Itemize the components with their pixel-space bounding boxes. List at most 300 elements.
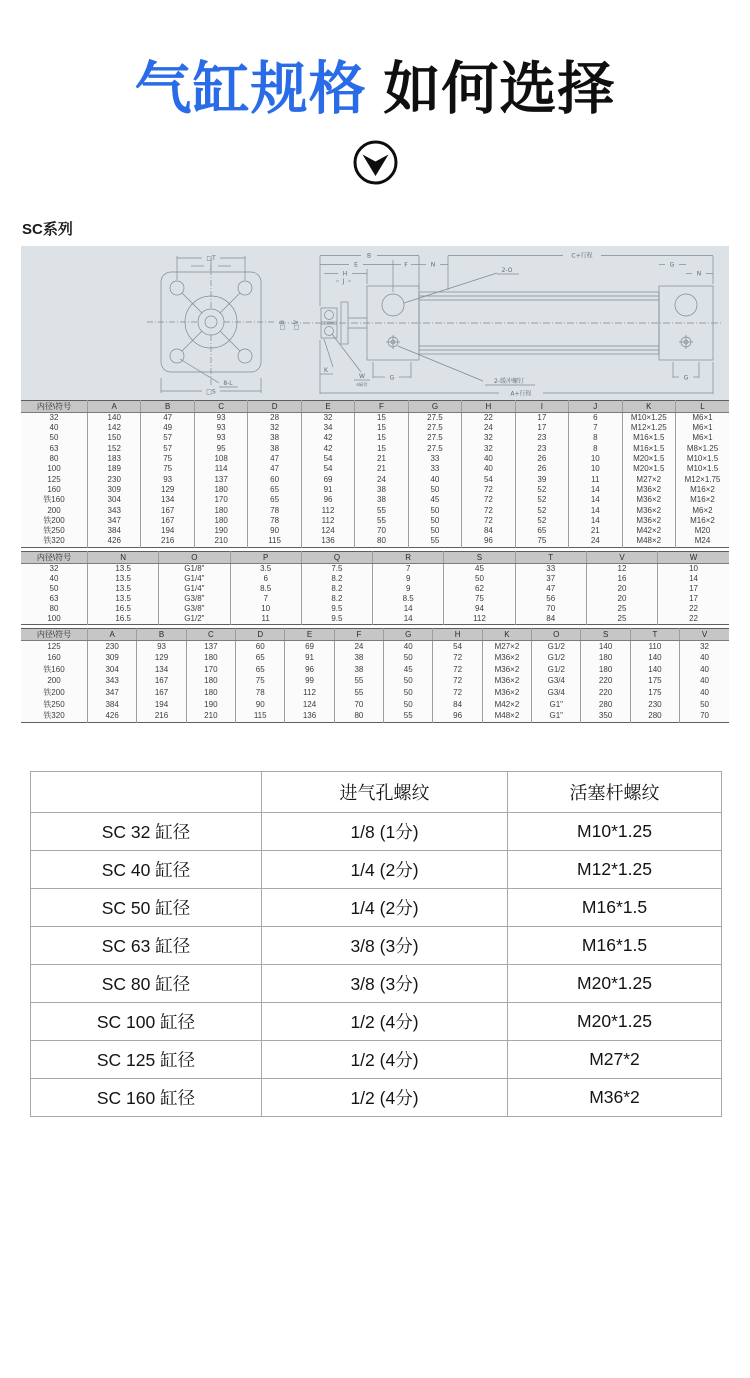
table-cell: 40 [680,675,729,687]
table-cell: 384 [88,699,137,711]
table-cell: 57 [141,433,194,443]
table-cell: G1/8" [159,563,230,574]
table-cell: 14 [373,604,444,614]
table-cell: 180 [186,675,235,687]
table-cell: 175 [630,675,679,687]
table-cell: M10×1.5 [675,454,729,464]
table-cell: 136 [301,536,354,547]
table-cell: 167 [137,687,186,699]
table-cell: 124 [301,526,354,536]
table-row [21,464,729,474]
table-cell: 96 [433,710,482,722]
table-cell: G3/4 [532,687,581,699]
table-cell: 32 [49,563,59,573]
column-header: 内径\符号 [21,400,88,412]
table-cell: 24 [462,423,515,433]
table-cell: 26 [515,464,568,474]
table-cell: SC 125 缸径 [31,1040,262,1078]
table-row [21,614,729,625]
table-cell: M42×2 [482,699,531,711]
table-cell: 183 [88,454,141,464]
table-row [31,1040,722,1078]
table-cell: 40 [462,464,515,474]
table-cell: 110 [630,640,679,652]
table-cell: 129 [141,485,194,495]
column-header: T [630,628,679,640]
table-cell: 93 [194,433,247,443]
table-cell: 343 [88,506,141,516]
table-cell: 347 [88,687,137,699]
table-cell: 38 [334,664,383,676]
spec-table-2 [21,551,729,625]
table-cell: 84 [433,699,482,711]
table-row [21,444,729,454]
table-cell: 72 [462,516,515,526]
down-arrow-icon [352,139,399,186]
table-cell: 50 [49,583,59,593]
table-cell: 38 [334,652,383,664]
table-cell: 24 [569,536,622,547]
table-cell: 60 [236,640,285,652]
table-cell: 125 [47,474,61,484]
table-cell: 55 [384,710,433,722]
table-cell: 40 [49,573,59,583]
dim-label: □B [279,319,286,330]
header-row [21,400,729,412]
table-cell: 210 [194,536,247,547]
table-row [21,563,729,574]
table-cell: 50 [384,699,433,711]
table-cell: 99 [285,675,334,687]
table-cell: G1/4" [159,574,230,584]
table-cell: 216 [141,536,194,547]
table-cell: 17 [658,594,729,604]
table-cell: 33 [408,464,461,474]
table-cell: 33 [515,563,586,574]
table-cell: 115 [248,536,301,547]
title-rest: 如何选择 [383,57,616,121]
table-cell: 40 [462,454,515,464]
column-header: P [230,551,301,563]
table-cell: 91 [285,652,334,664]
table-cell: 280 [630,710,679,722]
table-cell: 27.5 [408,444,461,454]
column-header: H [462,400,515,412]
w-label: W [359,372,365,380]
table-cell: M16×2 [675,495,729,505]
table-cell: 47 [515,584,586,594]
table-cell: 384 [88,526,141,536]
table-cell: 230 [88,640,137,652]
table-cell: 80 [49,454,59,464]
table-cell: 铁160 [43,495,65,505]
table-cell: 40 [49,423,59,433]
table-cell: M20×1.5 [622,454,675,464]
table-cell: 160 [47,484,61,494]
dim-label: N [430,261,436,269]
column-header: C [186,628,235,640]
table-cell: 50 [680,699,729,711]
table-cell: 8.2 [301,594,372,604]
column-header: K [482,628,531,640]
table-cell: M36×2 [482,664,531,676]
table-cell: 32 [462,433,515,443]
table-cell: 72 [433,675,482,687]
table-row [31,1078,722,1116]
table-cell: 8.5 [230,584,301,594]
table-cell: 7 [373,563,444,574]
table-cell: 9 [373,584,444,594]
table-cell: 14 [658,574,729,584]
ports-label: 2-O [501,266,513,274]
table-cell: 70 [334,699,383,711]
table-cell: 7.5 [301,563,372,574]
table-cell: 115 [236,710,285,722]
table-cell: SC 40 缸径 [31,850,262,888]
table-cell: SC 160 缸径 [31,1078,262,1116]
page [0,58,750,1117]
table-cell: 9.5 [301,614,372,625]
table-cell: 12 [586,563,657,574]
table-cell: 1/2 (4分) [262,1040,508,1078]
table-row [21,604,729,614]
table-cell: 15 [355,423,408,433]
table-cell: M48×2 [622,536,675,547]
table-cell: 65 [236,652,285,664]
table-row [31,850,722,888]
column-header: I [515,400,568,412]
table-cell: 180 [194,516,247,526]
table-cell: G1/4" [159,584,230,594]
table-cell: 40 [384,640,433,652]
table-cell: 167 [137,675,186,687]
table-cell: 72 [433,687,482,699]
table-cell: 65 [248,495,301,505]
title-accent: 气缸规格 [134,57,367,121]
table-cell: 1/2 (4分) [262,1002,508,1040]
table-cell: 72 [433,664,482,676]
table-cell: M6×1 [675,412,729,423]
table-cell: 125 [47,641,61,651]
table-cell: G1/2 [532,652,581,664]
table-cell: SC 63 缸径 [31,926,262,964]
column-header: D [248,400,301,412]
table-row [21,664,729,676]
table-cell: 28 [248,412,301,423]
table-cell: 27.5 [408,423,461,433]
table-cell: 426 [88,710,137,722]
table-cell: 194 [141,526,194,536]
table-cell: 54 [462,475,515,485]
table-cell: 63 [49,593,59,603]
table-cell: 180 [581,652,630,664]
table-cell: M36×2 [622,506,675,516]
table-cell: 426 [88,536,141,547]
table-cell: 7 [569,423,622,433]
table-cell: 72 [462,506,515,516]
table-cell: 40 [680,687,729,699]
table-cell: 80 [334,710,383,722]
column-header: C [194,400,247,412]
table-cell: 70 [515,604,586,614]
table-cell: 142 [88,423,141,433]
table-cell: 112 [285,687,334,699]
table-cell: 180 [194,506,247,516]
table-cell: 13.5 [88,584,159,594]
dim-label: C+行程 [571,252,593,260]
table-cell: 93 [194,412,247,423]
table-cell: 14 [569,506,622,516]
table-cell: 108 [194,454,247,464]
table-row [21,536,729,547]
table-cell: 27.5 [408,433,461,443]
table-cell: 220 [581,675,630,687]
table-cell: 14 [569,485,622,495]
spec-table-3 [21,628,729,723]
table-cell: 65 [248,485,301,495]
table-cell: 90 [248,526,301,536]
table-cell: 200 [47,676,61,686]
table-cell: M8×1.25 [675,444,729,454]
table-row [31,888,722,926]
table-cell: 55 [355,516,408,526]
table-cell: M42×2 [622,526,675,536]
table-cell: 47 [248,464,301,474]
w-sublabel: 4扁位 [356,381,368,387]
table-cell: 6 [569,412,622,423]
table-cell: 8.5 [373,594,444,604]
table-cell: 150 [88,433,141,443]
column-header: V [586,551,657,563]
side-view [279,251,723,397]
table-cell: 1/8 (1分) [262,812,508,850]
dim-label: G [669,261,675,269]
table-cell: 100 [47,613,61,623]
table-cell: 50 [408,526,461,536]
table-cell: 100 [47,464,61,474]
table-cell: 124 [285,699,334,711]
column-header: T [515,551,586,563]
table-cell: 167 [141,516,194,526]
k-label: K [324,366,328,374]
header-row [31,771,722,812]
table-cell: 40 [680,652,729,664]
table-cell: 347 [88,516,141,526]
table-row [21,516,729,526]
table-cell: 52 [515,485,568,495]
table-row [31,964,722,1002]
table-cell: 3/8 (3分) [262,964,508,1002]
table-cell: 7 [230,594,301,604]
table-cell: 25 [586,604,657,614]
column-header: 内径\符号 [21,551,88,563]
table-cell: 45 [384,664,433,676]
column-header: S [444,551,515,563]
section-heading: SC系列 [22,220,73,238]
table-cell: 21 [355,454,408,464]
table-row [21,594,729,604]
table-cell: 190 [194,526,247,536]
column-header: G [408,400,461,412]
table-cell: 1/4 (2分) [262,888,508,926]
table-cell: 96 [301,495,354,505]
table-cell: 70 [680,710,729,722]
table-cell: 137 [194,475,247,485]
table-cell: 17 [515,423,568,433]
table-cell: 180 [581,664,630,676]
table-cell: 95 [194,444,247,454]
dim-label: J [210,262,212,270]
table-cell: 75 [141,454,194,464]
column-header: B [137,628,186,640]
table-cell: SC 32 缸径 [31,812,262,850]
table-cell: 38 [248,433,301,443]
table-cell: 112 [444,614,515,625]
table-cell: 220 [581,687,630,699]
table-cell: 170 [194,495,247,505]
dim-label: F [404,261,408,269]
table-row [21,495,729,505]
table-cell: M27*2 [508,1040,722,1078]
table-cell: 69 [285,640,334,652]
table-row [31,926,722,964]
table-cell: 180 [186,687,235,699]
table-cell: M16×2 [675,485,729,495]
technical-diagram [21,246,729,400]
table-cell: 63 [49,443,59,453]
table-cell: 55 [334,687,383,699]
table-cell: 50 [444,574,515,584]
table-cell: 167 [141,506,194,516]
table-cell: M12×1.75 [675,475,729,485]
table-cell: 45 [444,563,515,574]
table-cell: 152 [88,444,141,454]
table-cell: 80 [355,536,408,547]
table-cell: 26 [515,454,568,464]
table-cell: 175 [630,687,679,699]
table-cell: 75 [236,675,285,687]
column-header: S [581,628,630,640]
column-header: D [236,628,285,640]
table-cell: 20 [586,594,657,604]
table-cell: 37 [515,574,586,584]
table-cell: 90 [236,699,285,711]
column-header: 活塞杆螺纹 [508,771,722,812]
table-cell: 280 [581,699,630,711]
table-cell: 70 [355,526,408,536]
table-cell: 140 [581,640,630,652]
table-cell: 38 [248,444,301,454]
table-cell: 190 [186,699,235,711]
table-cell: G1/2 [532,640,581,652]
table-row [21,710,729,722]
table-cell: G3/8" [159,604,230,614]
column-header: O [159,551,230,563]
column-header: L [675,400,729,412]
column-header: R [373,551,444,563]
table-row [21,454,729,464]
table-cell: 114 [194,464,247,474]
table-cell: 铁160 [43,664,65,674]
table-cell: 78 [248,506,301,516]
table-cell: 14 [569,516,622,526]
table-cell: 65 [236,664,285,676]
table-cell: 52 [515,516,568,526]
column-header: K [622,400,675,412]
column-header: Q [301,551,372,563]
table-row [21,433,729,443]
table-cell: 189 [88,464,141,474]
table-cell: 72 [462,495,515,505]
table-cell: 62 [444,584,515,594]
table-cell: M12×1.25 [622,423,675,433]
table-row [21,412,729,423]
table-cell: 15 [355,412,408,423]
dim-label: H [342,270,348,278]
page-title [0,58,750,122]
table-cell: 32 [680,640,729,652]
table-row [21,574,729,584]
table-cell: 52 [515,495,568,505]
table-cell: 49 [141,423,194,433]
column-header: G [384,628,433,640]
header-row [21,551,729,563]
dim-label: E [354,261,358,269]
table-cell: 23 [515,433,568,443]
table-cell: 17 [658,584,729,594]
column-header: A [88,628,137,640]
table-cell: 350 [581,710,630,722]
table-cell: 42 [301,433,354,443]
table-cell: 3.5 [230,563,301,574]
table-row [31,812,722,850]
dim-label: G [683,374,689,382]
table-row [21,526,729,536]
table-row [21,699,729,711]
dim-label: □S [206,388,216,396]
table-cell: 78 [236,687,285,699]
table-cell: 铁320 [43,711,65,721]
table-cell: 23 [515,444,568,454]
table-row [21,485,729,495]
table-cell: 194 [137,699,186,711]
column-header: F [334,628,383,640]
table-cell: 54 [301,464,354,474]
table-cell: 铁250 [43,699,65,709]
table-cell: 16.5 [88,604,159,614]
table-cell: 134 [137,664,186,676]
table-cell: G1/2" [159,614,230,625]
table-row [21,640,729,652]
dim-label: B [366,252,372,260]
table-cell: 21 [569,526,622,536]
table-cell: M48×2 [482,710,531,722]
table-cell: G3/8" [159,594,230,604]
table-cell: 8.2 [301,584,372,594]
column-header: 进气孔螺纹 [262,771,508,812]
table-row [21,506,729,516]
table-cell: 47 [141,412,194,423]
dim-label: J [342,277,345,285]
column-header: E [285,628,334,640]
table-cell: 75 [141,464,194,474]
table-cell: 50 [384,687,433,699]
table-cell: 52 [515,506,568,516]
column-header: A [88,400,141,412]
table-cell: M36×2 [482,687,531,699]
table-cell: M16×2 [675,516,729,526]
table-cell: M16×1.5 [622,444,675,454]
